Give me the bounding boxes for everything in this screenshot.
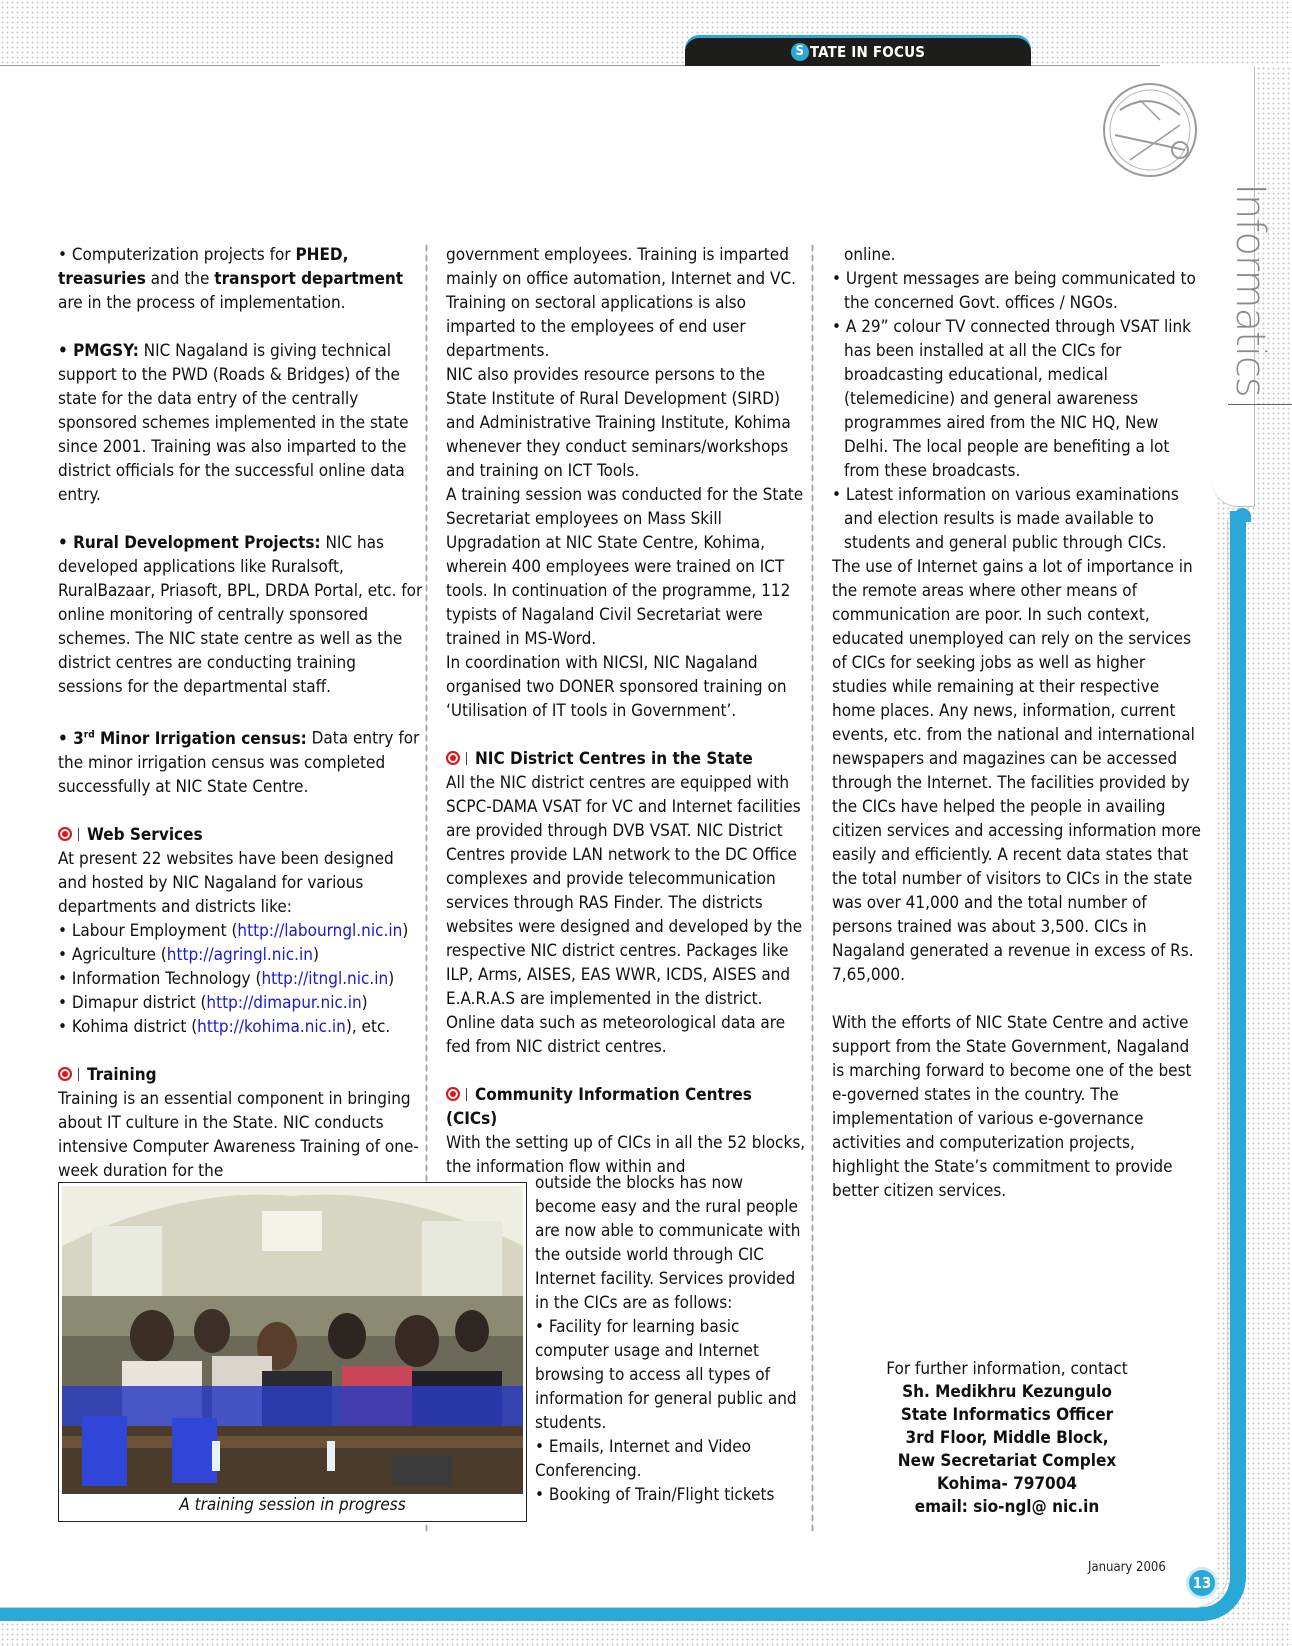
cic-service-item: • Urgent messages are being communicated to the concerned Govt. offices / NGOs. [832, 269, 1196, 313]
magazine-name: Informatics [1227, 183, 1273, 397]
link-kohima[interactable]: http://kohima.nic.in [197, 1016, 346, 1037]
red-target-bullet-icon [446, 1087, 460, 1101]
heading-training: Training [58, 1063, 424, 1087]
bottom-dot-pattern [0, 1622, 1292, 1646]
cic-list-item: • Facility for learning basic computer usage and Internet browsing to access all types of information for general public and students. [535, 1317, 797, 1433]
column-1 [58, 243, 424, 1183]
contact-address-1: 3rd Floor, Middle Block, [905, 1428, 1109, 1448]
column-divider [811, 243, 814, 1533]
contact-email: email: sio-ngl@ nic.in [914, 1497, 1100, 1517]
web-list-item: • Kohima district (http://kohima.nic.in), etc. [58, 1016, 391, 1037]
web-list-item: • Labour Employment (http://labourngl.nic.in) [58, 920, 409, 941]
para-conclusion: With the efforts of NIC State Centre and active support from the State Government, Nagaland is marching forward to become one of the best e-governed states in the country. The implementation of various e-governance activities and computerization projects, highlight the State’s commitment to provide better citizen services. [832, 1013, 1192, 1201]
sidebar-rule [1228, 404, 1292, 405]
web-list-item: • Information Technology (http://itngl.nic.in) [58, 968, 395, 989]
para-rural-development: • Rural Development Projects: NIC has developed applications like Ruralsoft, RuralBazaar, Priasoft, BPL, DRDA Portal, etc. for online monitoring of centrally sponsored schemes. The NIC state centre as well as the district centres are conducting training sessions for the departmental staff. [58, 533, 423, 697]
training-session-photo [62, 1186, 523, 1494]
photo-caption: A training session in progress [179, 1495, 406, 1515]
section-tab [685, 38, 1031, 66]
red-target-bullet-icon [58, 1067, 72, 1081]
top-dot-pattern [0, 0, 1292, 66]
cic-service-item: • Latest information on various examinations and election results is made available to students and general public through CICs. [832, 485, 1179, 553]
red-target-bullet-icon [446, 751, 460, 765]
heading-web-services: Web Services [58, 823, 424, 847]
contact-city: Kohima- 797004 [937, 1474, 1077, 1494]
cic-service-item: • A 29” colour TV connected through VSAT link has been installed at all the CICs for broadcasting educational, medical (telemedicine) and general awareness programmes aired from the NIC HQ, New Delhi. The local people are benefiting a lot from these broadcasts. [832, 317, 1192, 481]
column-3 [832, 243, 1202, 1203]
para-minor-irrigation: • 3rd Minor Irrigation census: Data entry for the minor irrigation census was completed successfully at NIC State Centre. [58, 728, 420, 797]
para-pmgsy: • PMGSY: NIC Nagaland is giving technical support to the PWD (Roads & Bridges) of the state for the data entry of the centrally sponsored schemes implemented in the state since 2001. Training was also imparted to the district officials for the successful online data entry. [58, 341, 409, 505]
cic-list-item: • Booking of Train/Flight tickets [535, 1485, 775, 1505]
red-target-bullet-icon [58, 827, 72, 841]
frame-cap [1234, 508, 1251, 522]
link-agriculture[interactable]: http://agringl.nic.in [166, 944, 313, 965]
heading-district-centres: NIC District Centres in the State [446, 747, 808, 771]
para-resource-persons: NIC also provides resource persons to the State Institute of Rural Development (SIRD) and Administrative Training Institute, Kohima whenever they conduct seminars/workshops and training on ICT Tools. [446, 365, 791, 481]
para-training: Training is an essential component in bringing about IT culture in the State. NIC conducts intensive Computer Awareness Training of one-week duration for the [58, 1088, 419, 1181]
contact-title: State Informatics Officer [900, 1405, 1114, 1425]
contact-name: Sh. Medikhru Kezungulo [902, 1382, 1112, 1402]
link-labour[interactable]: http://labourngl.nic.in [237, 920, 403, 941]
bottom-accent-line [0, 1614, 1205, 1616]
para-nicsi: In coordination with NICSI, NIC Nagaland organised two DONER sponsored training on ‘Utilisation of IT tools in Government’. [446, 653, 787, 721]
para-internet-importance: The use of Internet gains a lot of importance in the remote areas where other means of communication are poor. In such context, educated unemployed can rely on the services of CICs for seeking jobs as well as higher studies while remaining at their respective home places. Any news, information, current events, etc. from the national and international newspapers and magazines can be accessed through the Internet. The facilities provided by the CICs have helped the people in availing citizen services and accessing information more easily and efficiently. A recent data states that the total number of visitors to CICs in the state was over 41,000 and the total number of persons trained was about 3,500. CICs in Nagaland generated a revenue in excess of Rs. 7,65,000. [832, 557, 1201, 985]
link-dimapur[interactable]: http://dimapur.nic.in [206, 992, 362, 1013]
photo-frame [58, 1182, 527, 1522]
para-govt-training: government employees. Training is imparted mainly on office automation, Internet and VC. Training on sectoral applications is also imparted to the employees of end user departments. [446, 245, 796, 361]
cic-continued [535, 1171, 807, 1507]
heading-cic: Community Information Centres (CICs) [446, 1085, 752, 1129]
para-district-centres: All the NIC district centres are equipped with SCPC-DAMA VSAT for VC and Internet facilities are provided through DVB VSAT. NIC District Centres provide LAN network to the DC Office complexes and provide telecommunication services through RAS Finder. The districts websites were designed and developed by the respective NIC district centres. Packages like ILP, Arms, AISES, EAS WWR, ICDS, AISES and E.A.R.A.S are implemented in the district. Online data such as meteorological data are fed from NIC district centres. [446, 773, 803, 1057]
section-tab-initial: S [791, 43, 809, 61]
cic-list-item: • Emails, Internet and Video Conferencing. [535, 1437, 751, 1481]
contact-block [862, 1358, 1152, 1519]
para-web-intro: At present 22 websites have been designed and hosted by NIC Nagaland for various departments and districts like: [58, 848, 394, 917]
web-list-item: • Agriculture (http://agringl.nic.in) [58, 944, 319, 965]
page-number: 13 [1189, 1570, 1215, 1596]
para-cic-intro: With the setting up of CICs in all the 52 blocks, the information flow within and [446, 1133, 806, 1177]
para-online-cont: online. [844, 245, 896, 265]
issue-date: January 2006 [1088, 1560, 1166, 1575]
para-secretariat-training: A training session was conducted for the State Secretariat employees on Mass Skill Upgradation at NIC State Centre, Kohima, wherein 400 employees were trained on ICT tools. In continuation of the programme, 112 typists of Nagaland Civil Secretariat were trained in MS-Word. [446, 485, 804, 649]
contact-intro: For further information, contact [886, 1359, 1128, 1379]
para-cic-continued: outside the blocks has now become easy and the rural people are now able to communicate with the outside world through CIC Internet facility. Services provided in the CICs are as follows: [535, 1173, 801, 1313]
para-computerization: • Computerization projects for PHED, treasuries and the transport department are in the process of implementation. [58, 245, 404, 313]
contact-address-2: New Secretariat Complex [897, 1451, 1117, 1471]
section-tab-label: TATE IN FOCUS [809, 43, 926, 61]
web-list-item: • Dimapur district (http://dimapur.nic.in) [58, 992, 368, 1013]
informatics-logo-icon [1100, 80, 1200, 180]
link-it[interactable]: http://itngl.nic.in [261, 968, 389, 989]
column-2 [446, 243, 808, 1179]
